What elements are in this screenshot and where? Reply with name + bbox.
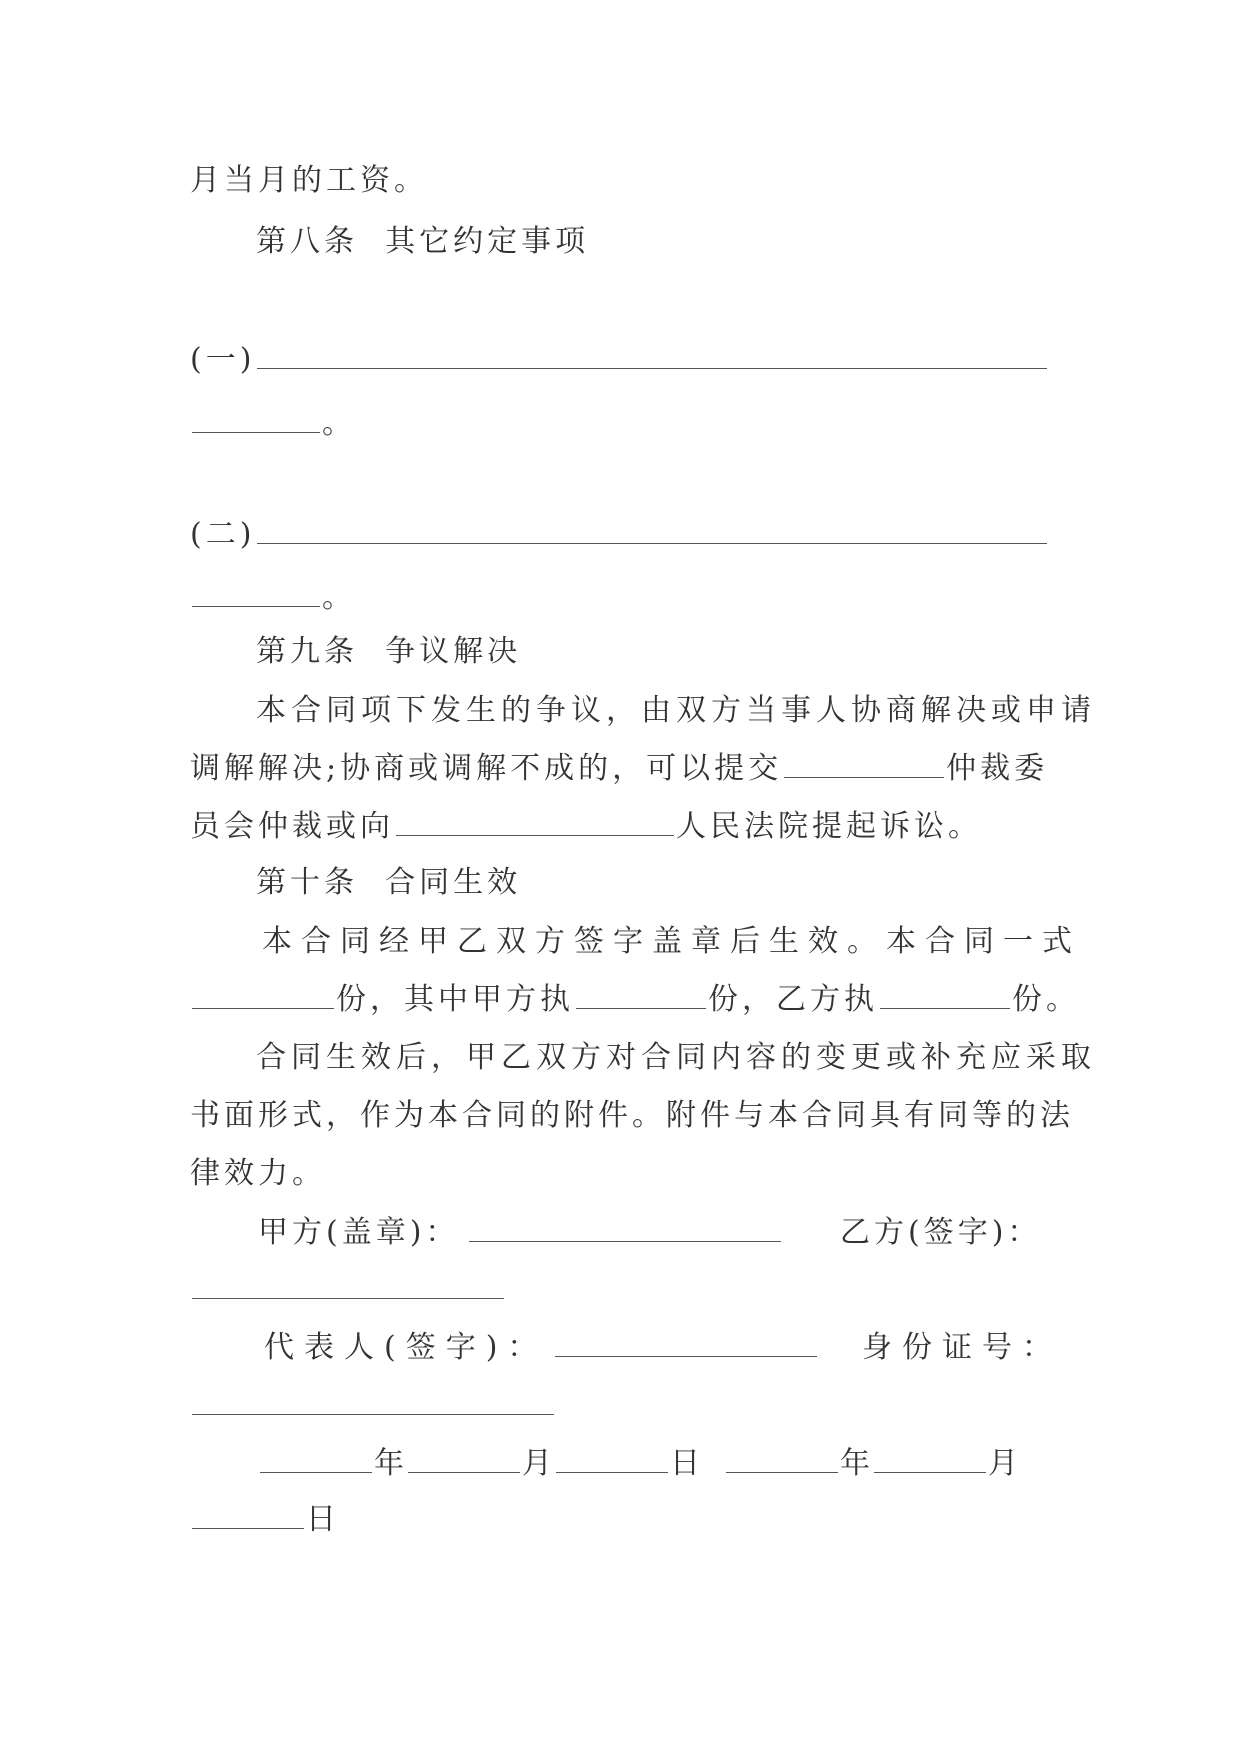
blank-field — [726, 1446, 838, 1473]
blank-field — [257, 517, 1047, 544]
blank-field — [555, 1330, 817, 1357]
article-8-title: 第八条 其它约定事项 — [256, 224, 590, 259]
text-line: 份，其中甲方执 份，乙方执 份。 — [190, 982, 1080, 1018]
representative-signature: 代表人(签字)： — [264, 1330, 819, 1366]
blank-field — [192, 982, 334, 1009]
blank-field — [192, 580, 320, 607]
text-line: 本合同项下发生的争议，由双方当事人协商解决或申请 — [256, 693, 1096, 728]
party-b-signature: 乙方(签字)： — [840, 1215, 1042, 1250]
text-line: 合同生效后，甲乙双方对合同内容的变更或补充应采取 — [256, 1040, 1096, 1075]
blank-field — [469, 1215, 781, 1242]
party-b-blank — [190, 1272, 506, 1308]
party-a-signature: 甲方(盖章)： — [258, 1215, 783, 1251]
date-line-cont: 日 — [190, 1502, 338, 1538]
blank-field — [408, 1446, 520, 1473]
id-number-blank — [190, 1388, 556, 1424]
blank-field — [396, 809, 674, 836]
text-line: 律效力。 — [190, 1156, 326, 1191]
blank-field — [880, 982, 1010, 1009]
article-10-title: 第十条 合同生效 — [256, 865, 522, 900]
blank-field — [192, 406, 320, 433]
item-1-cont: 。 — [190, 406, 356, 442]
item-2: (二) — [190, 517, 1049, 553]
text-line: 书面形式，作为本合同的附件。附件与本合同具有同等的法 — [190, 1098, 1074, 1133]
text-line: 月当月的工资。 — [190, 163, 428, 198]
blank-field — [192, 1388, 554, 1415]
blank-field — [556, 1446, 668, 1473]
text-line: 本合同经甲乙双方签字盖章后生效。本合同一式 — [262, 924, 1081, 959]
article-9-title: 第九条 争议解决 — [256, 634, 522, 669]
blank-field — [576, 982, 706, 1009]
item-1: (一) — [190, 342, 1049, 378]
blank-field — [260, 1446, 372, 1473]
item-2-cont: 。 — [190, 580, 356, 616]
blank-field — [874, 1446, 986, 1473]
blank-field — [257, 342, 1047, 369]
blank-field — [192, 1272, 504, 1299]
blank-field — [784, 751, 944, 778]
id-number: 身份证号： — [862, 1330, 1062, 1365]
text-line: 员会仲裁或向 人民法院提起诉讼。 — [190, 809, 982, 844]
date-line: 年 月 日 年 月 — [258, 1446, 1020, 1482]
text-line: 调解解决;协商或调解不成的，可以提交 仲裁委 — [190, 751, 1049, 786]
blank-field — [192, 1502, 304, 1529]
